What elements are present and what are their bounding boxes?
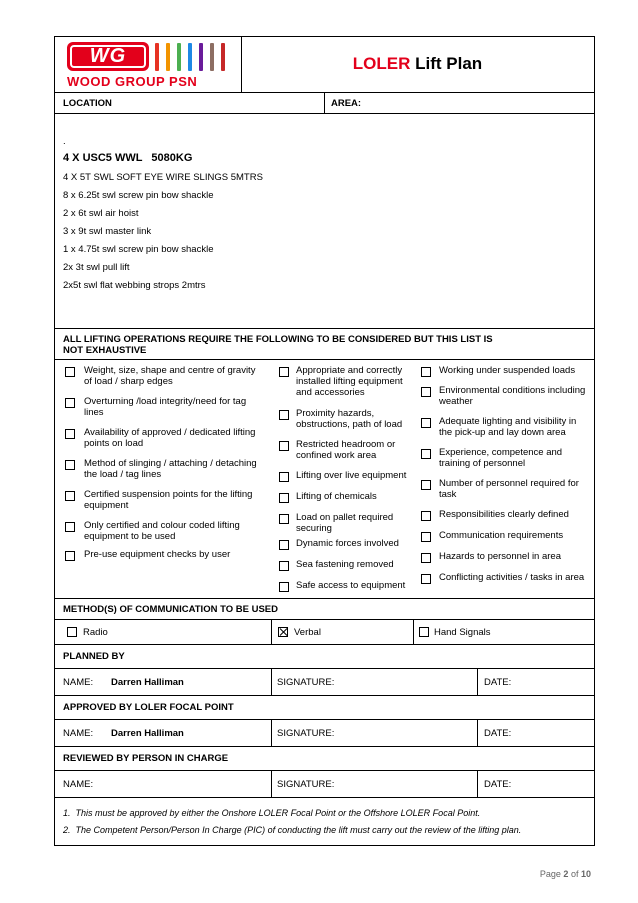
page-footer [540,869,591,879]
consideration-label: Safe access to equipment [296,580,406,591]
reviewed-by-row [55,771,594,798]
considerations-column-2 [271,359,413,597]
consideration-checkbox[interactable] [279,441,289,451]
logo-stripe [177,43,181,71]
planned-by-row [55,669,594,696]
reviewed-by-heading: REVIEWED BY PERSON IN CHARGE [63,753,229,764]
consideration-label: Conflicting activities / tasks in area [439,572,585,583]
consideration-checkbox[interactable] [65,460,75,470]
reviewed-signature-label: SIGNATURE: [277,779,335,790]
considerations-heading-line2: NOT EXHAUSTIVE [63,345,147,356]
company-logo [67,40,237,90]
consideration-checkbox[interactable] [279,582,289,592]
consideration-checkbox[interactable] [65,429,75,439]
approved-by-heading-row [55,696,594,720]
reviewed-by-heading-row [55,747,594,771]
consideration-label: Sea fastening removed [296,559,394,570]
equipment-item: 1 x 4.75t swl screw pin bow shackle [63,244,214,255]
logo-stripe [199,43,203,71]
consideration-checkbox[interactable] [65,367,75,377]
consideration-checkbox[interactable] [65,522,75,532]
approved-date-label: DATE: [484,728,512,739]
consideration-label: Hazards to personnel in area [439,551,561,562]
consideration-checkbox[interactable] [421,532,431,542]
consideration-label: Communication requirements [439,530,564,541]
consideration-label: Load on pallet required securing [296,512,394,534]
consideration-label: Appropriate and correctly installed lifting equipment and accessories [296,365,403,398]
consideration-checkbox[interactable] [421,387,431,397]
logo-stripe [221,43,225,71]
consideration-label: Weight, size, shape and centre of gravity of load / sharp edges [84,365,256,387]
consideration-checkbox[interactable] [279,410,289,420]
approved-divider-2 [477,720,478,746]
hand-signals-label: Hand Signals [434,627,491,638]
planned-divider-2 [477,669,478,695]
location-row [55,93,594,114]
consideration-checkbox[interactable] [65,398,75,408]
header-row [55,37,594,93]
planned-by-heading: PLANNED BY [63,651,125,662]
page-title [241,54,594,74]
approved-divider-1 [271,720,272,746]
consideration-checkbox[interactable] [421,553,431,563]
planned-name-label: NAME: [63,677,94,688]
consideration-checkbox[interactable] [279,367,289,377]
equipment-item: 2x5t swl flat webbing strops 2mtrs [63,280,206,291]
consideration-checkbox[interactable] [421,480,431,490]
logo-color-stripes [155,43,235,71]
consideration-label: Number of personnel required for task [439,478,579,500]
consideration-label: Adequate lighting and visibility in the pick-up and lay down area [439,416,577,438]
equipment-item: 2 x 6t swl air hoist [63,208,139,219]
equipment-item: 3 x 9t swl master link [63,226,152,237]
consideration-label: Method of slinging / attaching / detaching the load / tag lines [84,458,257,480]
hand-signals-checkbox[interactable] [419,627,429,637]
logo-stripe [210,43,214,71]
consideration-checkbox[interactable] [421,418,431,428]
consideration-checkbox[interactable] [421,449,431,459]
consideration-checkbox[interactable] [279,514,289,524]
reviewed-divider-2 [477,771,478,797]
page-number: 2 [563,869,569,879]
approved-by-heading: APPROVED BY LOLER FOCAL POINT [63,702,234,713]
verbal-label: Verbal [294,627,321,638]
title-rest: Lift Plan [415,54,483,73]
equipment-row [55,114,594,329]
consideration-label: Proximity hazards, obstructions, path of load [296,408,403,430]
consideration-label: Availability of approved / dedicated lifting points on load [84,427,256,449]
consideration-label: Dynamic forces involved [296,538,399,549]
approved-signature-label: SIGNATURE: [277,728,335,739]
equipment-item: 4 X 5T SWL SOFT EYE WIRE SLINGS 5MTRS [63,172,263,183]
consideration-label: Certified suspension points for the lifting equipment [84,489,253,511]
consideration-checkbox[interactable] [279,472,289,482]
considerations-column-3 [413,359,594,597]
consideration-checkbox[interactable] [421,367,431,377]
note-2: 2. The Competent Person/Person In Charge (PIC) of conducting the lift must carry out the review of the lifting plan. [63,825,522,835]
considerations-heading-line1: ALL LIFTING OPERATIONS REQUIRE THE FOLLOWING TO BE CONSIDERED BUT THIS LIST IS [63,334,493,345]
approved-name-value: Darren Halliman [111,728,184,739]
logo-stripe [188,43,192,71]
title-accent: LOLER [352,54,411,73]
communication-heading: METHOD(S) OF COMMUNICATION TO BE USED [63,604,278,615]
page-total: 10 [580,869,591,879]
radio-checkbox[interactable] [67,627,77,637]
location-divider [324,93,325,113]
reviewed-name-label: NAME: [63,779,94,790]
consideration-label: Responsibilities clearly defined [439,509,569,520]
consideration-checkbox[interactable] [65,491,75,501]
communication-heading-row [55,599,594,620]
radio-label: Radio [83,627,108,638]
consideration-label: Overturning /load integrity/need for tag lines [84,396,247,418]
planned-by-heading-row [55,645,594,669]
comm-divider-2 [413,620,414,644]
consideration-checkbox[interactable] [279,540,289,550]
verbal-checkbox[interactable] [278,627,288,637]
consideration-label: Lifting over live equipment [296,470,407,481]
logo-badge [67,42,149,71]
approved-by-row [55,720,594,747]
reviewed-date-label: DATE: [484,779,512,790]
equipment-dot: . [63,136,66,147]
consideration-label: Working under suspended loads [439,365,576,376]
logo-company-name: WOOD GROUP PSN [67,74,198,89]
planned-name-value: Darren Halliman [111,677,184,688]
consideration-label: Pre-use equipment checks by user [84,549,231,560]
planned-divider-1 [271,669,272,695]
consideration-label: Only certified and colour coded lifting equipment to be used [84,520,240,542]
communication-options-row [55,620,594,645]
lift-plan-form [54,36,595,846]
consideration-checkbox[interactable] [421,574,431,584]
notes-section [55,798,594,845]
consideration-label: Environmental conditions including weather [439,385,586,407]
considerations-row [55,329,594,599]
consideration-label: Restricted headroom or confined work area [296,439,396,461]
planned-signature-label: SIGNATURE: [277,677,335,688]
area-label: AREA: [331,98,362,109]
equipment-item: 8 x 6.25t swl screw pin bow shackle [63,190,214,201]
consideration-checkbox[interactable] [279,561,289,571]
consideration-checkbox[interactable] [279,493,289,503]
planned-date-label: DATE: [484,677,512,688]
logo-stripe [166,43,170,71]
equipment-heading: 4 X USC5 WWL 5080KG [63,152,193,164]
consideration-label: Lifting of chemicals [296,491,377,502]
page-of: of [570,869,579,879]
considerations-column-1 [55,359,271,597]
location-label: LOCATION [63,98,112,109]
consideration-label: Experience, competence and training of personnel [439,447,563,469]
consideration-checkbox[interactable] [421,511,431,521]
reviewed-divider-1 [271,771,272,797]
equipment-item: 2x 3t swl pull lift [63,262,130,273]
note-1: 1. This must be approved by either the Onshore LOLER Focal Point or the Offshore LOLER Focal Point. [63,808,481,818]
logo-stripe [155,43,159,71]
approved-name-label: NAME: [63,728,94,739]
page-prefix: Page [539,869,561,879]
consideration-checkbox[interactable] [65,551,75,561]
logo-letters: WG [89,45,127,67]
comm-divider-1 [271,620,272,644]
